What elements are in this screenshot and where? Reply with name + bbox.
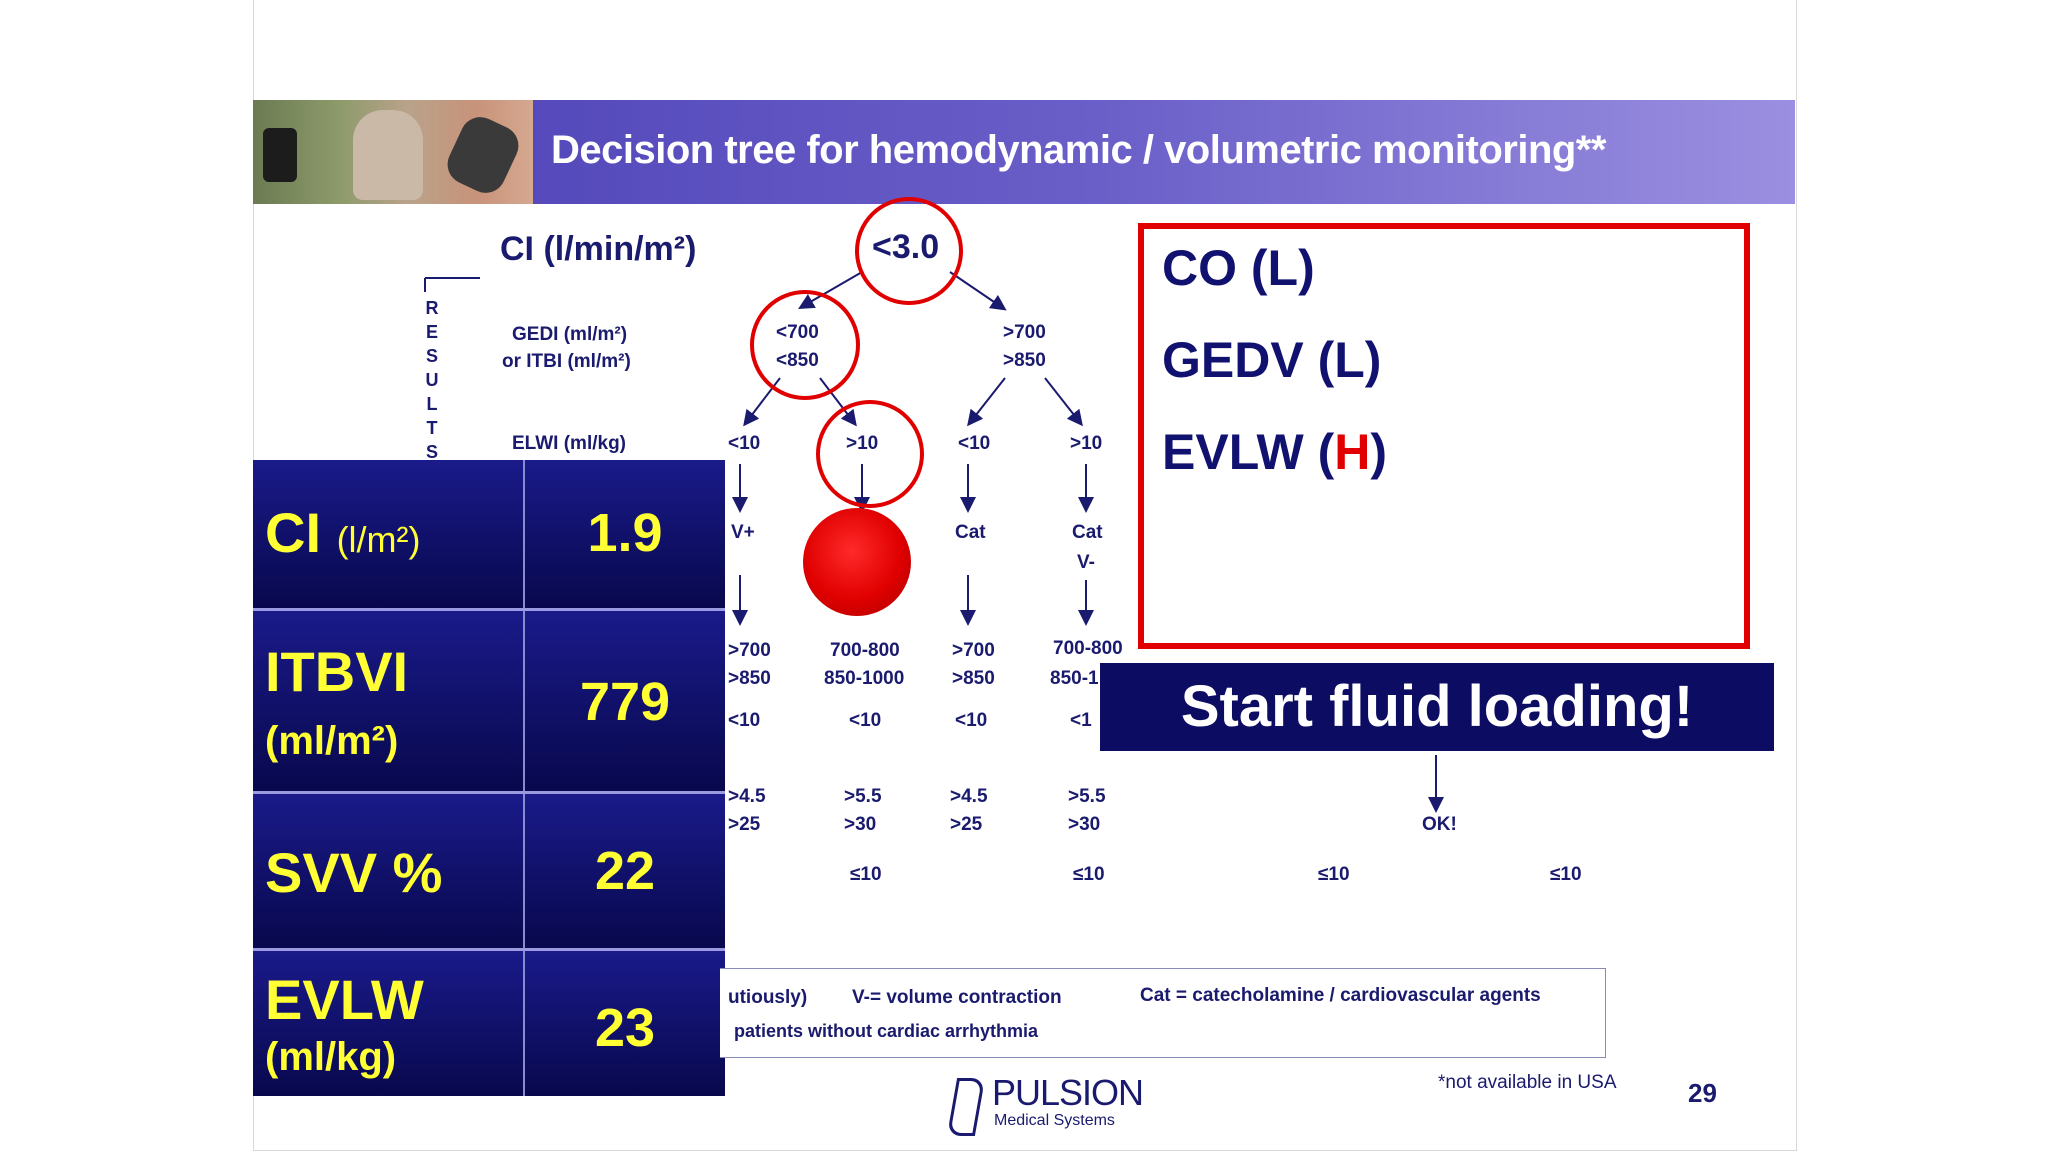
measurement-value: 779 — [579, 672, 671, 732]
measurement-row-ci — [253, 460, 725, 608]
elwi-node-1: <10 — [728, 433, 761, 454]
target-r5-c3: >25 — [950, 814, 983, 835]
measurement-row-evlw — [253, 951, 725, 1096]
assessment-co: CO (L) — [1162, 240, 1315, 296]
measurement-label: EVLW — [265, 968, 424, 1031]
target-r3-c1: <10 — [728, 710, 761, 731]
target-r6-c2: ≤10 — [1073, 864, 1105, 885]
page-number: 29 — [1688, 1078, 1717, 1108]
target-r4-c3: >4.5 — [950, 786, 988, 807]
gedi-label: GEDI (ml/m²) — [512, 324, 628, 345]
target-r2-c3: >850 — [952, 668, 995, 689]
logo-subtitle: Medical Systems — [994, 1112, 1115, 1129]
target-r1-c3: >700 — [952, 640, 995, 661]
target-r6-c3: ≤10 — [1318, 864, 1350, 885]
elwi-node-2: >10 — [846, 433, 879, 454]
measurement-value: 22 — [594, 841, 656, 901]
target-r5-c2: >30 — [844, 814, 877, 835]
target-r2-c4: 850-1 — [1050, 668, 1099, 689]
measurement-label: ITBVI — [265, 640, 409, 703]
action-banner: Start fluid loading! — [1100, 663, 1774, 751]
red-dot-marker — [803, 508, 911, 616]
target-r5-c4: >30 — [1068, 814, 1101, 835]
measurement-unit: (ml/m²) — [265, 719, 399, 763]
elwi-node-4: >10 — [1070, 433, 1103, 454]
ok-label: OK! — [1422, 814, 1457, 835]
results-vertical-label: R E S U L T S — [425, 298, 439, 458]
highlight-circle-ci — [855, 197, 963, 305]
slide-title: Decision tree for hemodynamic / volumetric monitoring** — [551, 128, 1606, 172]
elwi-label: ELWI (ml/kg) — [512, 433, 626, 454]
target-r1-c1: >700 — [728, 640, 771, 661]
action-volume-plus: V+ — [731, 522, 755, 543]
action-volume-minus: V- — [1077, 552, 1095, 573]
measurement-value: 23 — [594, 998, 656, 1058]
gedi-low-node: <700 — [776, 322, 819, 343]
target-r1-c4: 700-800 — [1053, 638, 1123, 659]
measurement-value: 1.9 — [587, 503, 663, 563]
elwi-node-3: <10 — [958, 433, 991, 454]
assessment-gedv: GEDV (L) — [1162, 332, 1382, 388]
legend-item-1: utiously) — [728, 987, 808, 1008]
measurement-label: CI (l/m²) — [265, 501, 421, 564]
footnote: *not available in USA — [1438, 1072, 1617, 1093]
target-r2-c1: >850 — [728, 668, 771, 689]
measurement-row-svv — [253, 794, 725, 948]
target-r4-c2: >5.5 — [844, 786, 882, 807]
legend-item-4: patients without cardiac arrhythmia — [734, 1021, 1039, 1041]
gedi-high-node: >700 — [1003, 322, 1046, 343]
highlight-circle-elwi — [816, 400, 924, 508]
target-r3-c3: <10 — [955, 710, 988, 731]
assessment-evlw: EVLW (H) — [1162, 424, 1387, 480]
target-r1-c2: 700-800 — [830, 640, 900, 661]
measurement-label: SVV % — [265, 841, 443, 904]
evlw-high-flag: H — [1334, 424, 1371, 480]
ci-root-node: <3.0 — [872, 228, 940, 266]
target-r6-c1: ≤10 — [850, 864, 882, 885]
itbi-label: or ITBI (ml/m²) — [502, 351, 631, 372]
target-r6-c4: ≤10 — [1550, 864, 1582, 885]
legend-item-2: V-= volume contraction — [852, 987, 1062, 1008]
target-r5-c1: >25 — [728, 814, 761, 835]
logo-name: PULSION — [992, 1072, 1144, 1113]
assessment-box — [1138, 223, 1750, 649]
target-r4-c4: >5.5 — [1068, 786, 1106, 807]
measurement-row-itbvi — [253, 611, 725, 791]
highlight-circle-gedi — [750, 290, 860, 400]
target-r3-c2: <10 — [849, 710, 882, 731]
target-r2-c2: 850-1000 — [824, 668, 905, 689]
action-cat-1: Cat — [955, 522, 986, 543]
legend-box — [720, 968, 1606, 1058]
ci-axis-label: CI (l/min/m²) — [500, 230, 697, 268]
legend-item-3: Cat = catecholamine / cardiovascular agents — [1140, 985, 1541, 1006]
action-cat-2: Cat — [1072, 522, 1103, 543]
target-r3-c4: <1 — [1070, 710, 1092, 731]
target-r4-c1: >4.5 — [728, 786, 766, 807]
measurement-unit: (ml/kg) — [265, 1035, 397, 1079]
itbi-low-node: <850 — [776, 350, 819, 371]
itbi-high-node: >850 — [1003, 350, 1046, 371]
